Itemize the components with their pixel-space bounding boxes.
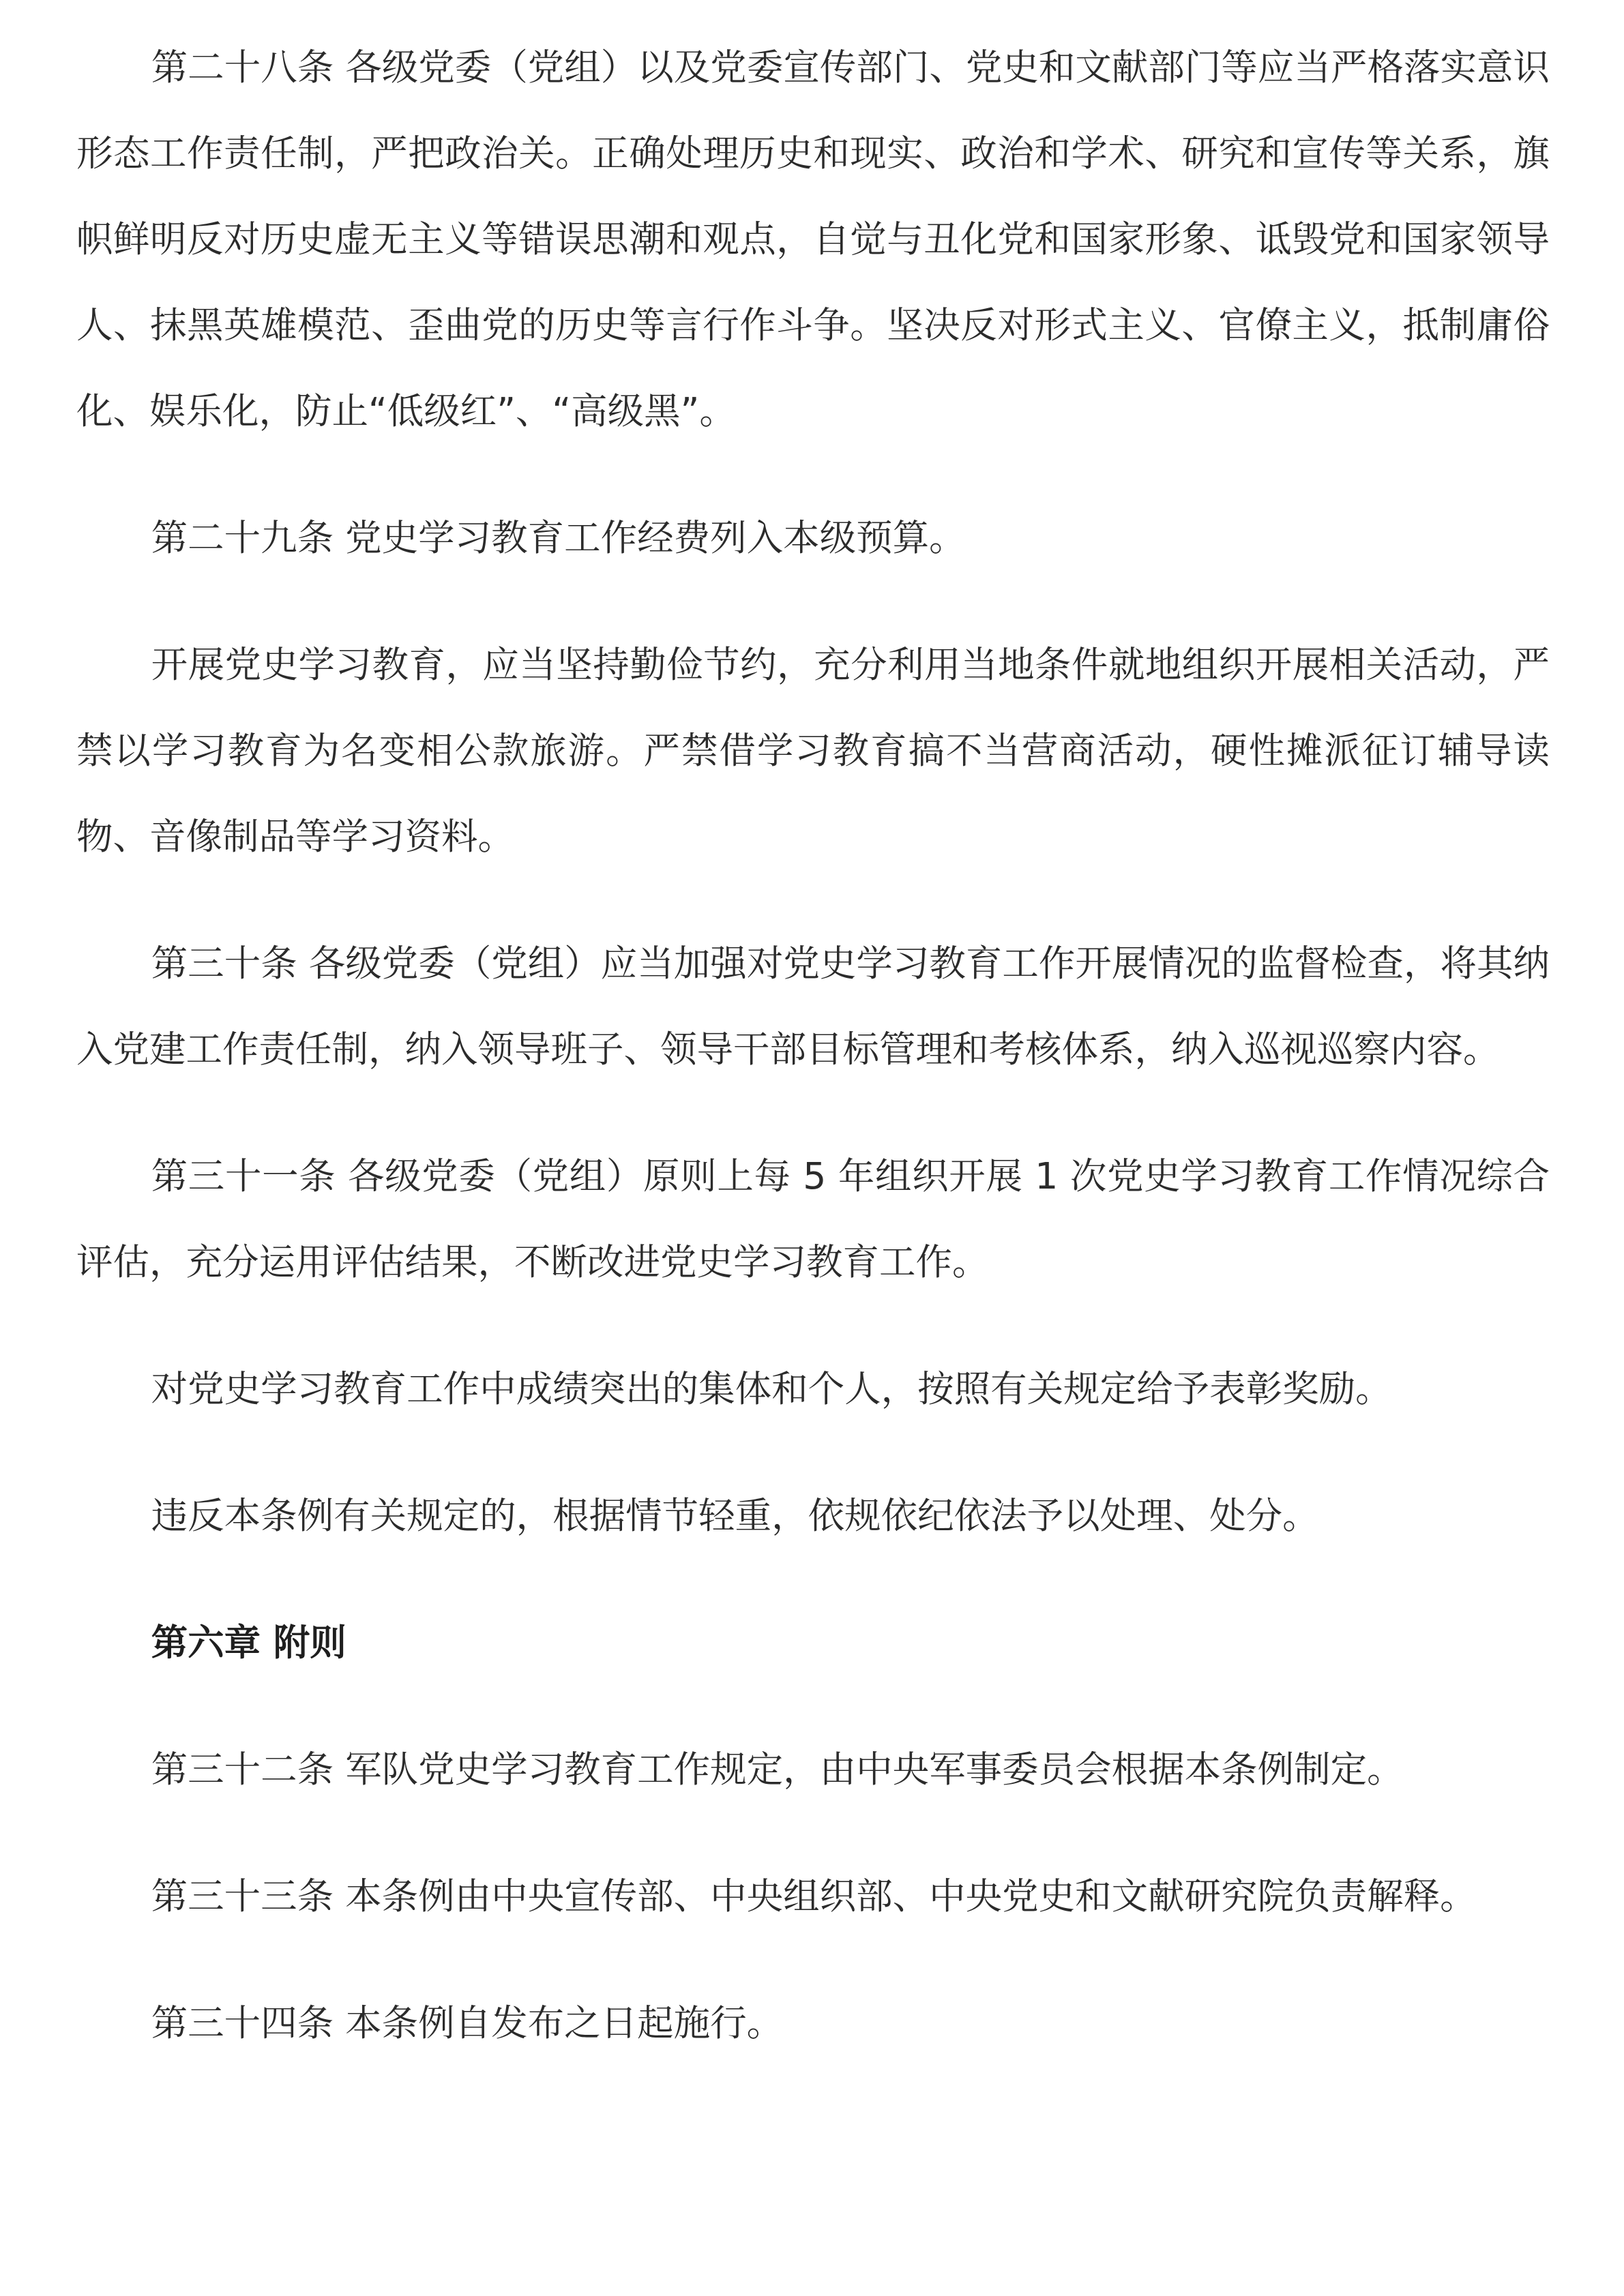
article-34-paragraph: 第三十四条 本条例自发布之日起施行。 (151, 2001, 784, 2044)
violation-paragraph: 违反本条例有关规定的，根据情节轻重，依规依纪依法予以处理、处分。 (151, 1494, 1319, 1537)
article-28-paragraph: 第二十八条 各级党委（党组）以及党委宣传部门、党史和文献部门等应当严格落实意识形态工作责任制，严把政治关。正确处理历史和现实、政治和学术、研究和宣传等关系，旗帜鲜明反对历史虚无主义等错误思潮和观点，自觉与丑化党和国家形象、诋毁党和国家领导人、抹黑英雄模范、歪曲党的历史等言行作斗争。坚决反对形式主义、官僚主义，抵制庸俗化、娱乐化，防止“低级红”、“高级黑”。 (76, 46, 1550, 432)
article-33-paragraph: 第三十三条 本条例由中央宣传部、中央组织部、中央党史和文献研究院负责解释。 (151, 1875, 1477, 1918)
article-29-paragraph: 第二十九条 党史学习教育工作经费列入本级预算。 (151, 516, 966, 559)
article-30-paragraph: 第三十条 各级党委（党组）应当加强对党史学习教育工作开展情况的监督检查，将其纳入党建工作责任制，纳入领导班子、领导干部目标管理和考核体系，纳入巡视巡察内容。 (76, 942, 1550, 1071)
document-body (76, 25, 1550, 2066)
commendation-paragraph: 对党史学习教育工作中成绩突出的集体和个人，按照有关规定给予表彰奖励。 (151, 1367, 1392, 1410)
chapter-6-heading: 第六章 附则 (151, 1621, 346, 1664)
frugality-paragraph: 开展党史学习教育，应当坚持勤俭节约，充分利用当地条件就地组织开展相关活动，严禁以学习教育为名变相公款旅游。严禁借学习教育搞不当营商活动，硬性摊派征订辅导读物、音像制品等学习资料。 (76, 643, 1550, 858)
article-32-paragraph: 第三十二条 军队党史学习教育工作规定，由中央军事委员会根据本条例制定。 (151, 1748, 1404, 1791)
article-31-paragraph: 第三十一条 各级党委（党组）原则上每 5 年组织开展 1 次党史学习教育工作情况综合评估，充分运用评估结果，不断改进党史学习教育工作。 (76, 1154, 1550, 1283)
